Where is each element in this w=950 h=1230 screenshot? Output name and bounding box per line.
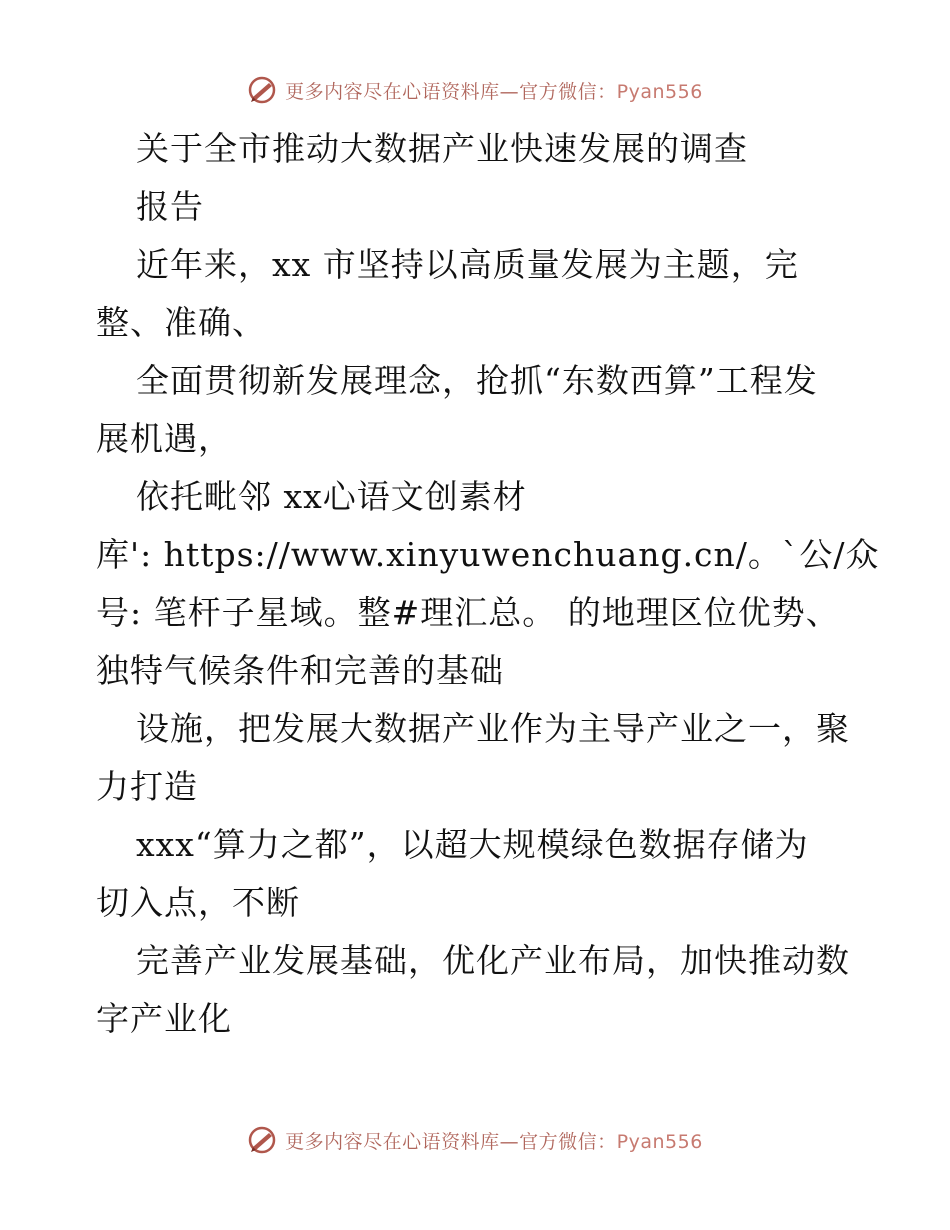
text-line: 力打造 xyxy=(96,767,198,806)
text-line: 报告 xyxy=(136,187,204,226)
footer-banner xyxy=(0,1120,950,1160)
document-body xyxy=(96,120,880,1048)
banner-text: 更多内容尽在心语资料库—官方微信：Pyan556 xyxy=(285,1130,703,1153)
text-line: 关于全市推动大数据产业快速发展的调查 xyxy=(136,129,748,168)
text-line: 展机遇， xyxy=(96,419,232,458)
pen-logo-icon xyxy=(247,75,277,105)
text-line: 号: 笔杆子星域。整#理汇总。 的地理区位优势、 xyxy=(96,593,840,632)
pen-logo-icon xyxy=(247,1125,277,1155)
text-line: 全面贯彻新发展理念，抢抓“东数西算”工程发 xyxy=(136,361,818,400)
banner-text: 更多内容尽在心语资料库—官方微信：Pyan556 xyxy=(285,80,703,103)
text-line: 切入点，不断 xyxy=(96,883,300,922)
header-banner xyxy=(0,70,950,110)
text-line: 库': https://www.xinyuwenchuang.cn/。`公/众 xyxy=(96,535,880,574)
text-line: 字产业化 xyxy=(96,999,232,1038)
text-line: xxx“算力之都”，以超大规模绿色数据存储为 xyxy=(136,825,809,864)
text-line: 近年来，xx 市坚持以高质量发展为主题，完 xyxy=(136,245,799,284)
text-line: 依托毗邻 xx心语文创素材 xyxy=(136,477,527,516)
text-line: 设施，把发展大数据产业作为主导产业之一，聚 xyxy=(136,709,850,748)
text-line: 独特气候条件和完善的基础 xyxy=(96,651,504,690)
text-line: 整、准确、 xyxy=(96,303,266,342)
text-line: 完善产业发展基础，优化产业布局，加快推动数 xyxy=(136,941,850,980)
